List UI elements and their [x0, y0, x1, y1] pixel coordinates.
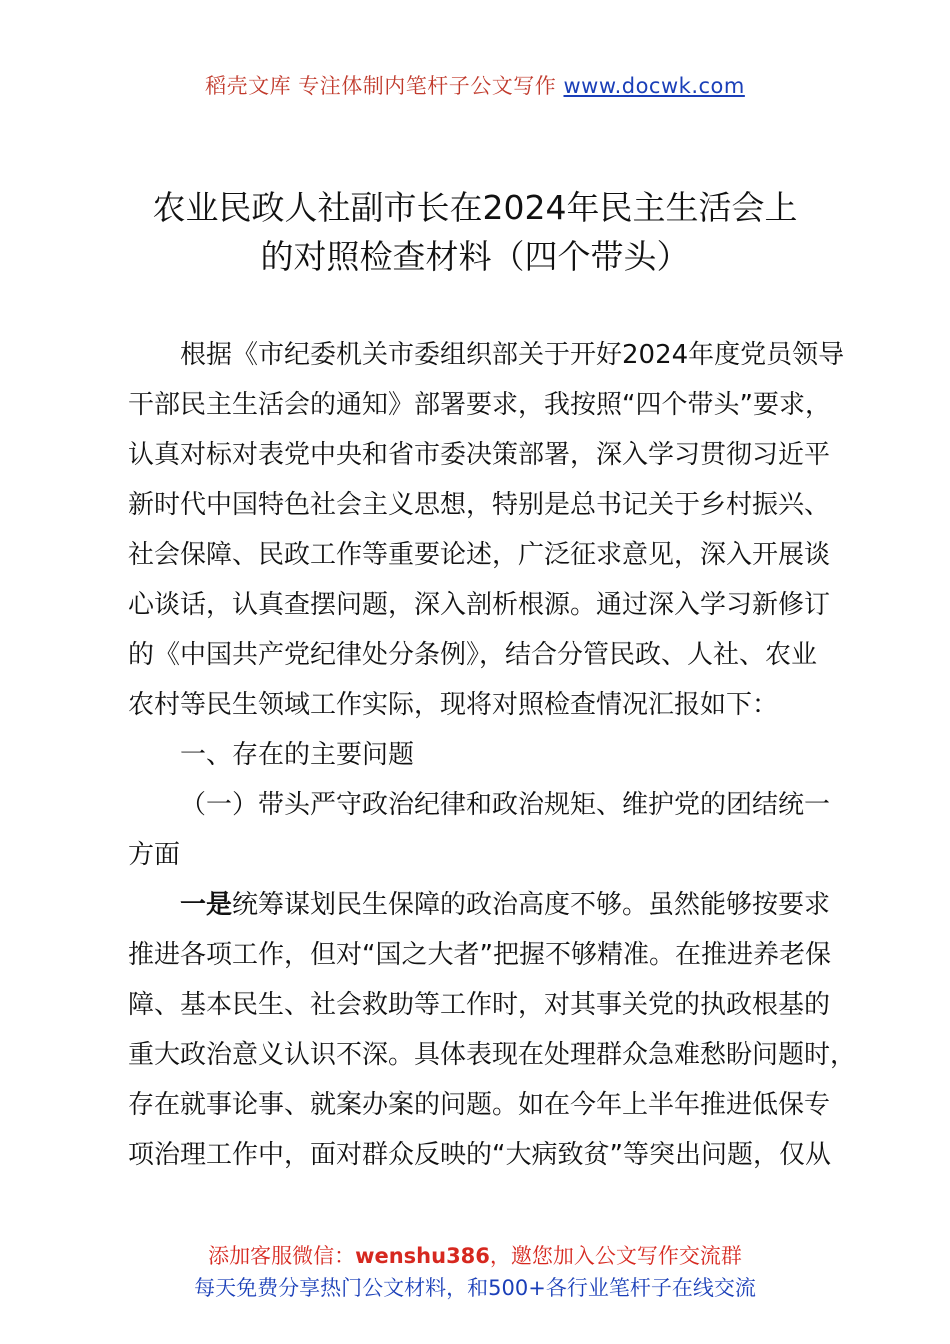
- paragraph-line: 心谈话，认真查摆问题，深入剖析根源。通过深入学习新修订: [128, 590, 831, 620]
- footer-suffix: ，邀您加入公文写作交流群: [489, 1244, 742, 1268]
- paragraph-line: 项治理工作中，面对群众反映的“大病致贫”等突出问题，仅从: [128, 1140, 831, 1170]
- footer-prefix: 添加客服微信：: [208, 1244, 356, 1268]
- section-heading: 一、存在的主要问题: [180, 740, 415, 770]
- point-text: 统筹谋划民生保障的政治高度不够。虽然能够按要求: [232, 890, 831, 920]
- title-line-1: 农业民政人社副市长在2024年民主生活会上: [152, 188, 798, 227]
- paragraph-line: 重大政治意义认识不深。具体表现在处理群众急难愁盼问题时，: [128, 1040, 857, 1070]
- document-body: [128, 330, 857, 1180]
- site-header: [0, 70, 950, 100]
- wechat-id: wenshu386: [355, 1244, 490, 1268]
- paragraph-line: 推进各项工作，但对“国之大者”把握不够精准。在推进养老保: [128, 940, 831, 970]
- document-title: [100, 183, 850, 281]
- paragraph-line: 根据《市纪委机关市委组织部关于开好2024年度党员领导: [180, 340, 845, 370]
- subsection-heading-cont: 方面: [128, 840, 181, 870]
- brand-text: 稻壳文库 专注体制内笔杆子公文写作: [205, 74, 564, 98]
- paragraph-line: 的《中国共产党纪律处分条例》，结合分管民政、人社、农业: [128, 640, 818, 670]
- title-line-2: 的对照检查材料（四个带头）: [260, 237, 690, 276]
- paragraph-line: 社会保障、民政工作等重要论述，广泛征求意见，深入开展谈: [128, 540, 831, 570]
- paragraph-line: 认真对标对表党中央和省市委决策部署，深入学习贯彻习近平: [128, 440, 831, 470]
- footer-contact-line: [0, 1240, 950, 1270]
- paragraph-line: 障、基本民生、社会救助等工作时，对其事关党的执政根基的: [128, 990, 831, 1020]
- subsection-heading: （一）带头严守政治纪律和政治规矩、维护党的团结统一: [180, 790, 831, 820]
- paragraph-line: 存在就事论事、就案办案的问题。如在今年上半年推进低保专: [128, 1090, 831, 1120]
- paragraph-line: 新时代中国特色社会主义思想，特别是总书记关于乡村振兴、: [128, 490, 831, 520]
- paragraph-line: 干部民主生活会的通知》部署要求，我按照“四个带头”要求，: [128, 390, 831, 420]
- paragraph-line: 农村等民生领域工作实际，现将对照检查情况汇报如下：: [128, 690, 779, 720]
- point-label: 一是: [180, 890, 233, 920]
- footer-promo-line: 每天免费分享热门公文材料，和500+各行业笔杆子在线交流: [194, 1276, 756, 1300]
- paragraph-line: [128, 880, 831, 930]
- site-url-link[interactable]: www.docwk.com: [563, 74, 745, 98]
